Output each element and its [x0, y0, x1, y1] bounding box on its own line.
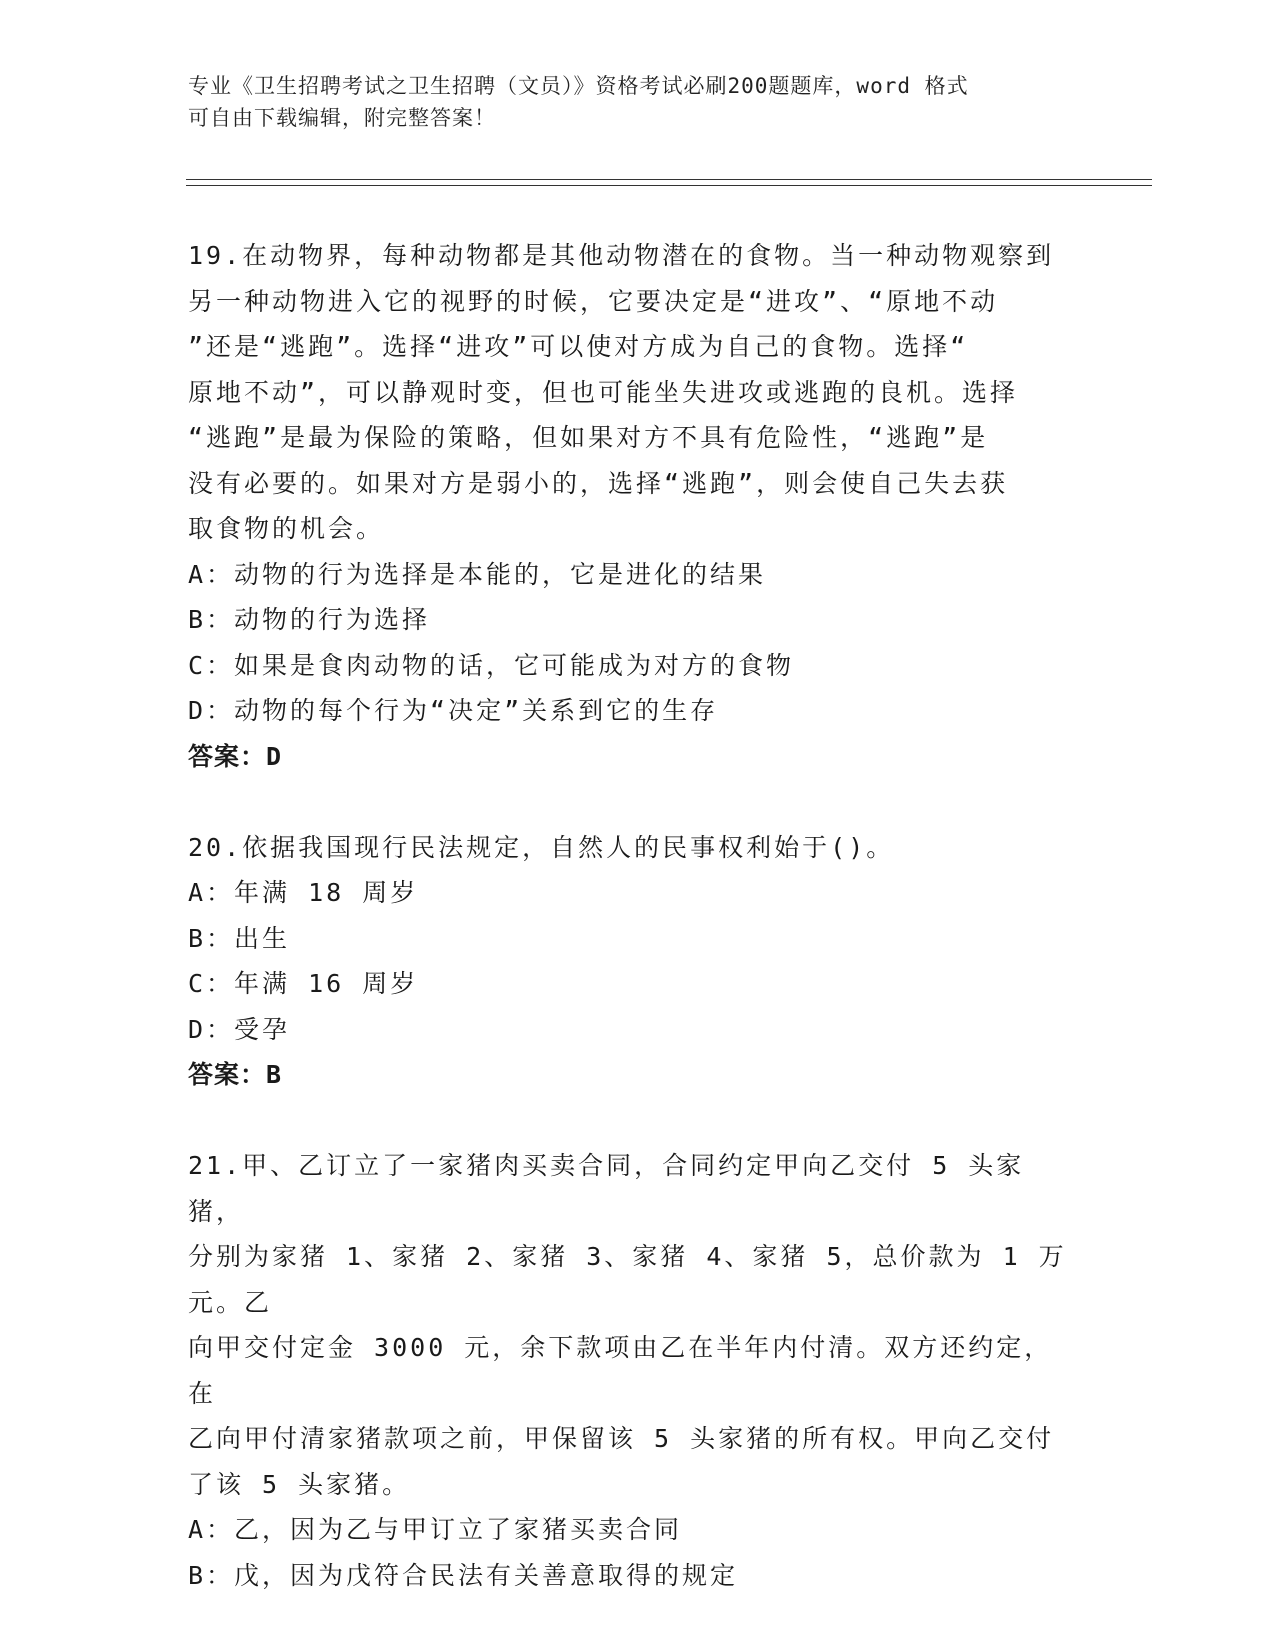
- question-text-line: 原地不动”，可以静观时变，但也可能坐失进攻或逃跑的良机。选择: [188, 377, 1019, 407]
- option-a: A：动物的行为选择是本能的，它是进化的结果: [188, 559, 767, 589]
- header-line-1: 专业《卫生招聘考试之卫生招聘（文员）》资格考试必刷200题题库，word 格式: [188, 74, 969, 98]
- question-text-line: 了该 5 头家猪。: [188, 1469, 411, 1499]
- option-a: A：年满 18 周岁: [188, 878, 419, 907]
- option-c: C：年满 16 周岁: [188, 969, 419, 998]
- question-text-line: ”还是“逃跑”。选择“进攻”可以使对方成为自己的食物。选择“: [188, 332, 969, 361]
- header-line-2: 可自由下载编辑，附完整答案！: [188, 106, 496, 130]
- question-text-line: 另一种动物进入它的视野的时候，它要决定是“进攻”、“原地不动: [188, 286, 999, 316]
- question-text-line: 向甲交付定金 3000 元，余下款项由乙在半年内付清。双方还约定，在: [188, 1333, 1053, 1408]
- document-header: [188, 70, 1068, 134]
- question-spacer: [188, 779, 1078, 825]
- question-21-text: [188, 1143, 1078, 1507]
- option-a: A：乙，因为乙与甲订立了家猪买卖合同: [188, 1515, 683, 1544]
- question-text-line: “逃跑”是最为保险的策略，但如果对方不具有危险性，“逃跑”是: [188, 423, 989, 452]
- question-text-line: 取食物的机会。: [188, 514, 385, 543]
- question-20: [188, 825, 1078, 1098]
- option-b: B：出生: [188, 923, 291, 953]
- question-list: [188, 233, 1078, 1598]
- question-text-line: 21.甲、乙订立了一家猪肉买卖合同，合同约定甲向乙交付 5 头家猪，: [188, 1151, 1025, 1226]
- question-text-line: 19.在动物界，每种动物都是其他动物潜在的食物。当一种动物观察到: [188, 241, 1055, 270]
- option-c: C：如果是食肉动物的话，它可能成为对方的食物: [188, 650, 795, 680]
- answer-line: 答案：B: [188, 1060, 283, 1089]
- question-19: [188, 233, 1078, 779]
- question-text-line: 乙向甲付清家猪款项之前，甲保留该 5 头家猪的所有权。甲向乙交付: [188, 1424, 1055, 1453]
- option-d: D：动物的每个行为“决定”关系到它的生存: [188, 696, 719, 725]
- question-20-text: [188, 825, 1078, 871]
- question-spacer: [188, 1098, 1078, 1144]
- option-d: D：受孕: [188, 1014, 291, 1044]
- question-text-line: 没有必要的。如果对方是弱小的，选择“逃跑”，则会使自己失去获: [188, 468, 1009, 498]
- question-text-line: 分别为家猪 1、家猪 2、家猪 3、家猪 4、家猪 5，总价款为 1 万元。乙: [188, 1242, 1067, 1317]
- question-text-line: 20.依据我国现行民法规定，自然人的民事权利始于()。: [188, 832, 895, 862]
- answer-line: 答案：D: [188, 741, 283, 771]
- option-b: B：戊，因为戊符合民法有关善意取得的规定: [188, 1560, 739, 1590]
- header-divider-top: [186, 179, 1152, 180]
- question-21: [188, 1143, 1078, 1598]
- header-divider-bottom: [186, 185, 1152, 186]
- option-b: B：动物的行为选择: [188, 605, 431, 634]
- question-19-text: [188, 233, 1078, 552]
